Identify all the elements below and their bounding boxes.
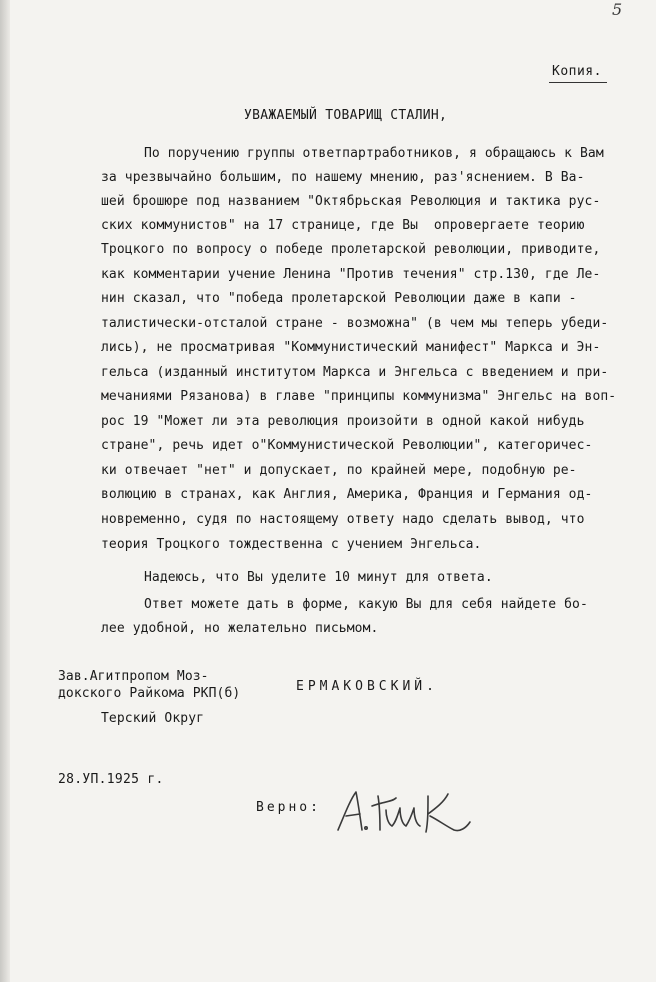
body-line: Надеюсь, что Вы уделите 10 минут для ответа.: [144, 570, 493, 585]
signer-name: ЕРМАКОВСКИЙ.: [296, 679, 438, 694]
salutation-heading: УВАЖАЕМЫЙ ТОВАРИЩ СТАЛИН,: [244, 108, 448, 123]
author-position-line: докского Райкома РКП(б): [58, 686, 241, 701]
body-line: По поручению группы ответпартработников, я обращаюсь к Вам: [144, 146, 604, 161]
body-line: стране", речь идет о"Коммунистической Революции", категоричес-: [101, 438, 593, 453]
body-line: шей брошюре под названием "Октябрьская Революция и тактика рус-: [101, 194, 601, 209]
copy-mark-underline: [549, 82, 607, 83]
body-line: Троцкого по вопросу о победе пролетарской революции, приводите,: [101, 242, 601, 257]
verified-label: Верно:: [256, 800, 321, 815]
body-line: ки отвечает "нет" и допускает, по крайней мере, подобную ре-: [101, 463, 577, 478]
body-line: новременно, судя по настоящему ответу надо сделать вывод, что: [101, 512, 585, 527]
page-binding-edge: [0, 0, 10, 982]
body-line: за чрезвычайно большим, по нашему мнению, раз'яснением. В Ва-: [101, 170, 585, 185]
body-line: мечаниями Рязанова) в главе "принципы коммунизма" Энгельс на воп-: [101, 389, 617, 404]
body-line: гельса (изданный институтом Маркса и Энгельса с введением и при-: [101, 365, 609, 380]
body-line: ских коммунистов" на 17 странице, где Вы опровергаете теорию: [101, 218, 585, 233]
author-district-line: Терский Округ: [101, 711, 205, 726]
copy-mark: Копия.: [552, 64, 602, 79]
body-line: волюцию в странах, как Англия, Америка, Франция и Германия од-: [101, 487, 593, 502]
document-date: 28.УП.1925 г.: [58, 772, 164, 787]
body-line: Ответ можете дать в форме, какую Вы для себя найдете бо-: [144, 597, 588, 612]
body-line: как комментарии учение Ленина "Против течения" стр.130, где Ле-: [101, 267, 601, 282]
body-line: нин сказал, что "победа пролетарской Революции даже в капи -: [101, 291, 577, 306]
body-line: рос 19 "Может ли эта революция произойти в одной какой нибудь: [101, 414, 585, 429]
body-line: талистически-отсталой стране - возможна" (в чем мы теперь убеди-: [101, 316, 609, 331]
handwritten-signature: [336, 786, 476, 836]
page-number: 5: [612, 0, 623, 19]
body-line: лее удобной, но желательно письмом.: [101, 621, 379, 636]
author-position-line: Зав.Агитпропом Моз-: [58, 669, 209, 684]
body-line: теория Троцкого тождественна с учением Энгельса.: [101, 537, 482, 552]
body-line: лись), не просматривая "Коммунистический манифест" Маркса и Эн-: [101, 340, 601, 355]
